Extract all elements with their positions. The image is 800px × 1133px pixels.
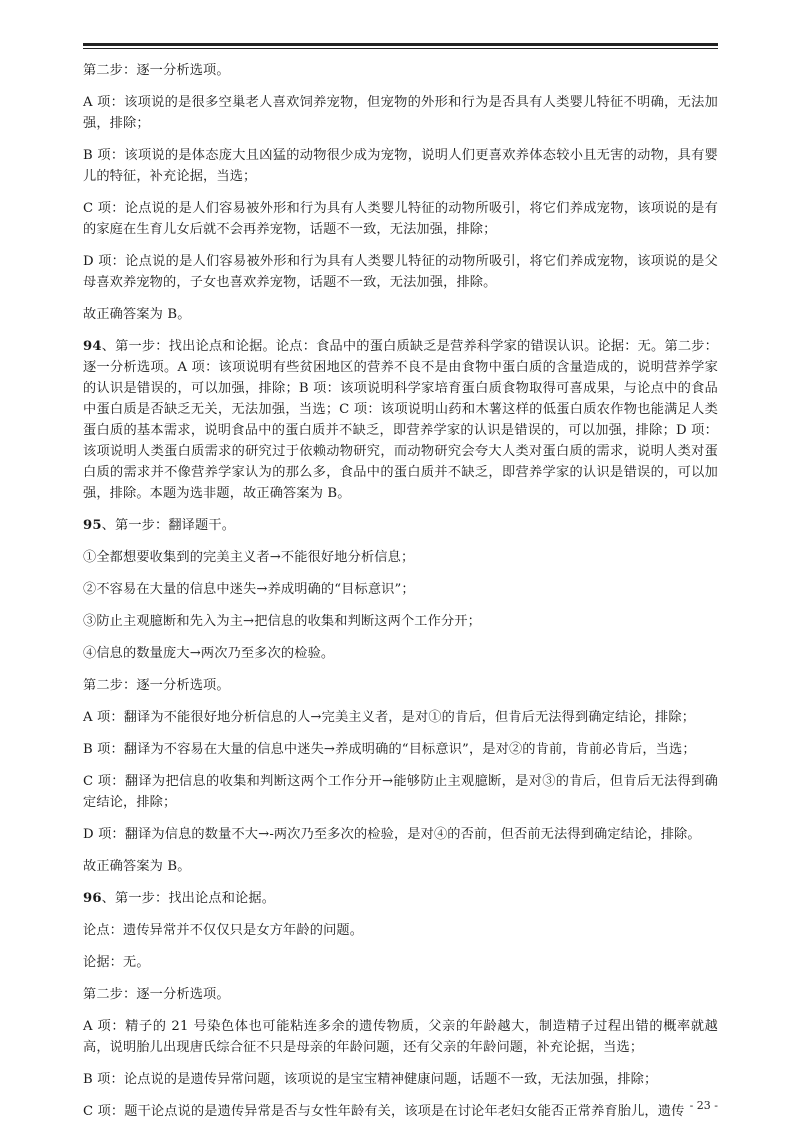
question-number: 94: [83, 339, 102, 354]
paragraph: [83, 304, 718, 325]
paragraph: [83, 771, 718, 813]
paragraph: [83, 547, 718, 568]
paragraph-text: B 项：论点说的是遗传异常问题，该项说的是宝宝精神健康问题，话题不一致，无法加强，排除；: [83, 1072, 658, 1087]
paragraph: [83, 952, 718, 973]
paragraph-text: C 项：论点说的是人们容易被外形和行为具有人类婴儿特征的动物所吸引，将它们养成宠物，该项说的是有的家庭在生育儿女后就不会再养宠物，话题不一致，无法加强，排除；: [83, 201, 718, 237]
paragraph-text: 、第一步：翻译题干。: [101, 518, 236, 533]
header-rule-thick: [83, 43, 718, 46]
paragraph: [83, 675, 718, 696]
page-number: - 23 -: [689, 1099, 718, 1112]
paragraph: [83, 1069, 718, 1090]
question-number: 95: [83, 518, 102, 533]
paragraph-text: 、第一步：找出论点和论据。论点：食品中的蛋白质缺乏是营养科学家的错误认识。论据：无。第二步：逐一分析选项。A 项：该项说明有些贫困地区的营养不良不是由食物中蛋白质的含量造成的，说明营养学家的认识是错误的，可以加强，排除；B 项：该项说明科学家培育蛋白质食物取得可喜成果，与论点中的食品中蛋白质是否缺乏无关，无法加强，当选；C 项：该项说明山药和木薯这样的低蛋白质农作物也能满足人类蛋白质的基本需求，说明食品中的蛋白质并不缺乏，即营养学家的认识是错误的，可以加强，排除；D 项：该项说明人类蛋白质需求的研究过于依赖动物研究，而动物研究会夸大人类对蛋白质的需求，说明人类对蛋白质的需求并不像营养学家认为的那么多，食品中的蛋白质并不缺乏，即营养学家的认识是错误的，可以加强，排除。本题为选非题，故正确答案为 B。: [83, 339, 718, 501]
paragraph: [83, 611, 718, 632]
page-body: [83, 60, 718, 1133]
paragraph: [83, 739, 718, 760]
paragraph-text: 、第一步：找出论点和论据。: [101, 891, 276, 906]
paragraph-text: ③防止主观臆断和先入为主→把信息的收集和判断这两个工作分开；: [83, 614, 481, 629]
paragraph: [83, 824, 718, 845]
paragraph: [83, 856, 718, 877]
paragraph: [83, 515, 718, 536]
paragraph: [83, 1101, 718, 1122]
paragraph-text: 故正确答案为 B。: [83, 307, 191, 322]
paragraph-text: B 项：该项说的是体态庞大且凶猛的动物很少成为宠物，说明人们更喜欢养体态较小且无害的动物，具有婴儿的特征，补充论据，当选；: [83, 148, 718, 184]
paragraph-text: 论据：无。: [83, 955, 150, 970]
paragraph: [83, 707, 718, 728]
header-rule-thin: [83, 48, 718, 49]
paragraph-text: C 项：题干论点说的是遗传异常是否与女性年龄有关，该项是在讨论年老妇女能否正常养育胎儿，遗传: [83, 1104, 685, 1119]
paragraph: [83, 145, 718, 187]
paragraph: [83, 198, 718, 240]
paragraph: [83, 984, 718, 1005]
paragraph-text: A 项：翻译为不能很好地分析信息的人→完美主义者，是对①的肯后，但肯后无法得到确定结论，排除；: [83, 710, 696, 725]
paragraph-text: 第二步：逐一分析选项。: [83, 63, 230, 78]
paragraph: [83, 1016, 718, 1058]
paragraph: [83, 643, 718, 664]
paragraph-text: ④信息的数量庞大→两次乃至多次的检验。: [83, 646, 335, 661]
paragraph-text: A 项：该项说的是很多空巢老人喜欢饲养宠物，但宠物的外形和行为是否具有人类婴儿特征不明确，无法加强，排除；: [83, 95, 718, 131]
paragraph: [83, 60, 718, 81]
paragraph-text: 第二步：逐一分析选项。: [83, 678, 230, 693]
paragraph: [83, 336, 718, 504]
paragraph: [83, 251, 718, 293]
paragraph: [83, 888, 718, 909]
paragraph-text: ②不容易在大量的信息中迷失→养成明确的“目标意识”；: [83, 582, 415, 597]
paragraph-text: C 项：翻译为把信息的收集和判断这两个工作分开→能够防止主观臆断，是对③的肯后，但肯后无法得到确定结论，排除；: [83, 774, 718, 810]
paragraph-text: A 项：精子的 21 号染色体也可能粘连多余的遗传物质，父亲的年龄越大，制造精子过程出错的概率就越高，说明胎儿出现唐氏综合征不只是母亲的年龄问题，还有父亲的年龄问题，补充论据，当选；: [83, 1019, 718, 1055]
paragraph-text: 论点：遗传异常并不仅仅只是女方年龄的问题。: [83, 923, 364, 938]
paragraph-text: 第二步：逐一分析选项。: [83, 987, 230, 1002]
paragraph: [83, 579, 718, 600]
paragraph-text: B 项：翻译为不容易在大量的信息中迷失→养成明确的“目标意识”，是对②的肯前，肯前必肯后，当选；: [83, 742, 696, 757]
paragraph-text: D 项：论点说的是人们容易被外形和行为具有人类婴儿特征的动物所吸引，将它们养成宠物，该项说的是父母喜欢养宠物的，子女也喜欢养宠物，话题不一致，无法加强，排除。: [83, 254, 718, 290]
paragraph-text: 故正确答案为 B。: [83, 859, 191, 874]
paragraph: [83, 92, 718, 134]
question-number: 96: [83, 891, 102, 906]
paragraph: [83, 920, 718, 941]
paragraph-text: ①全都想要收集到的完美主义者→不能很好地分析信息；: [83, 550, 415, 565]
paragraph-text: D 项：翻译为信息的数量不大→-两次乃至多次的检验，是对④的否前，但否前无法得到确定结论，排除。: [83, 827, 701, 842]
